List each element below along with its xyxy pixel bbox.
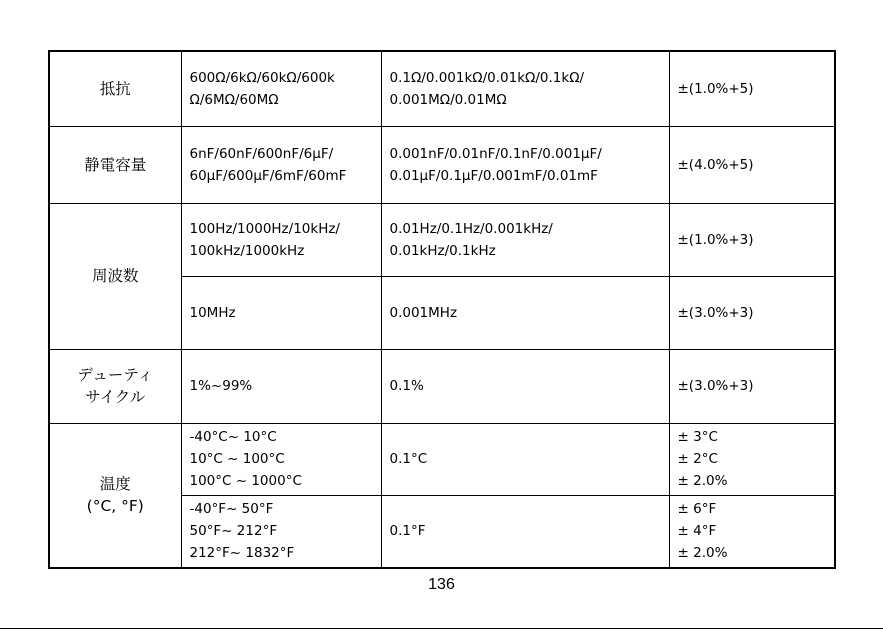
accuracy-value: ±(1.0%+5)	[677, 80, 754, 97]
accuracy-value: ±(1.0%+3)	[677, 231, 754, 248]
resolution-value: 0.1%	[389, 378, 424, 394]
category-capacitance	[49, 126, 181, 203]
range-line: -40°C~ 10°C	[189, 429, 277, 445]
accuracy-value: ±(4.0%+5)	[677, 156, 754, 173]
category-temperature	[49, 423, 181, 568]
category-label: 温度	[99, 475, 131, 494]
accuracy-line: ± 6°F	[677, 501, 717, 518]
range-cell	[181, 51, 381, 126]
table-row-capacitance	[49, 126, 835, 203]
table-row-temperature-celsius	[49, 423, 835, 495]
accuracy-cell	[669, 495, 835, 568]
range-line: 6nF/60nF/600nF/6μF/	[189, 145, 334, 162]
range-line: 10°C ~ 100°C	[189, 451, 285, 467]
table-row-resistance	[49, 51, 835, 126]
resolution-line: 0.01μF/0.1μF/0.001mF/0.01mF	[389, 167, 598, 184]
resolution-value: 0.1°F	[389, 523, 426, 540]
resolution-value: 0.1°C	[389, 451, 428, 467]
accuracy-line: ± 3°C	[677, 429, 718, 445]
category-duty-cycle	[49, 349, 181, 423]
range-line: 60μF/600μF/6mF/60mF	[189, 167, 347, 184]
range-line: 100°C ~ 1000°C	[189, 473, 302, 489]
range-cell	[181, 423, 381, 495]
table-row-duty-cycle	[49, 349, 835, 423]
accuracy-cell	[669, 423, 835, 495]
specification-table	[48, 50, 836, 569]
accuracy-cell	[669, 276, 835, 349]
range-line: 100Hz/1000Hz/10kHz/	[189, 220, 340, 237]
category-label: サイクル	[85, 388, 146, 406]
table-row-frequency	[49, 203, 835, 276]
range-line: 50°F~ 212°F	[189, 523, 278, 540]
resolution-cell	[381, 349, 669, 423]
resolution-line: 0.1Ω/0.001kΩ/0.01kΩ/0.1kΩ/	[389, 69, 585, 86]
category-label: (°C, °F)	[86, 497, 144, 516]
resolution-line: 0.001MΩ/0.01MΩ	[389, 91, 507, 108]
range-line: 212°F~ 1832°F	[189, 545, 295, 562]
accuracy-line: ± 2.0%	[677, 473, 728, 489]
category-frequency	[49, 203, 181, 349]
category-label: 抵抗	[99, 79, 131, 98]
range-cell	[181, 349, 381, 423]
range-value: 10MHz	[189, 304, 236, 321]
resolution-line: 0.01Hz/0.1Hz/0.001kHz/	[389, 220, 553, 237]
resolution-cell	[381, 423, 669, 495]
accuracy-cell	[669, 203, 835, 276]
resolution-cell	[381, 203, 669, 276]
category-label: デューティ	[77, 366, 154, 384]
bottom-divider	[0, 628, 883, 629]
category-label: 周波数	[91, 267, 139, 285]
accuracy-value: ±(3.0%+3)	[677, 304, 754, 321]
accuracy-line: ± 2°C	[677, 451, 718, 467]
range-line: -40°F~ 50°F	[189, 501, 274, 518]
accuracy-cell	[669, 126, 835, 203]
resolution-line: 0.01kHz/0.1kHz	[389, 242, 496, 259]
resolution-cell	[381, 51, 669, 126]
range-value: 1%~99%	[189, 378, 253, 394]
accuracy-line: ± 4°F	[677, 523, 717, 540]
range-cell	[181, 276, 381, 349]
range-cell	[181, 203, 381, 276]
range-line: Ω/6MΩ/60MΩ	[189, 91, 279, 108]
accuracy-line: ± 2.0%	[677, 545, 728, 562]
resolution-cell	[381, 495, 669, 568]
category-label: 静電容量	[84, 155, 147, 174]
accuracy-cell	[669, 349, 835, 423]
range-cell	[181, 495, 381, 568]
page-number: 136	[428, 576, 455, 593]
accuracy-value: ±(3.0%+3)	[677, 378, 754, 394]
accuracy-cell	[669, 51, 835, 126]
resolution-line: 0.001nF/0.01nF/0.1nF/0.001μF/	[389, 145, 602, 162]
range-line: 100kHz/1000kHz	[189, 242, 305, 259]
range-cell	[181, 126, 381, 203]
resolution-cell	[381, 276, 669, 349]
range-line: 600Ω/6kΩ/60kΩ/600k	[189, 69, 335, 86]
resolution-value: 0.001MHz	[389, 304, 458, 321]
resolution-cell	[381, 126, 669, 203]
category-resistance	[49, 51, 181, 126]
